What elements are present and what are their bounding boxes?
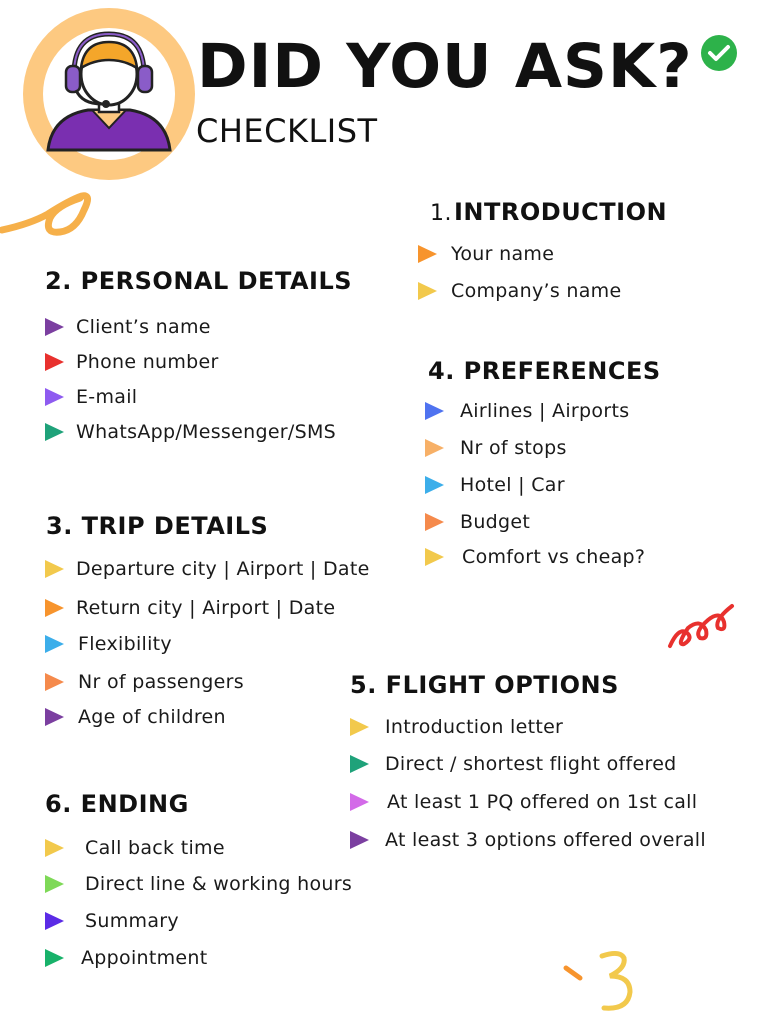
page-subtitle: CHECKLIST [196,112,378,150]
triangle-bullet-icon [45,423,64,441]
list-item: Your name [418,244,621,264]
list-item: Introduction letter [350,716,706,738]
triangle-bullet-icon [45,599,64,617]
section-label: INTRODUCTION [454,198,668,226]
list-item: Client’s name [45,317,336,337]
list-item: Phone number [45,352,336,372]
triangle-bullet-icon [418,282,437,300]
section-ending-title: 6. ENDING [45,790,189,818]
list-item: Nr of stops [425,438,645,458]
section-number: 1. [430,201,452,226]
yellow-squiggle-decoration [562,946,642,1018]
list-item: Airlines | Airports [425,401,645,421]
triangle-bullet-icon [45,318,64,336]
triangle-bullet-icon [350,831,369,849]
triangle-bullet-icon [425,402,444,420]
list-item: Age of children [45,707,370,727]
triangle-bullet-icon [425,513,444,531]
list-item: Comfort vs cheap? [425,547,645,567]
triangle-bullet-icon [45,912,64,930]
triangle-bullet-icon [45,388,64,406]
list-item: Budget [425,512,645,532]
triangle-bullet-icon [418,245,437,263]
list-item: Flexibility [45,634,370,654]
list-item: Appointment [45,948,352,968]
triangle-bullet-icon [45,353,64,371]
section-introduction-list [418,244,621,301]
list-item: At least 3 options offered overall [350,830,706,850]
triangle-bullet-icon [350,718,369,736]
triangle-bullet-icon [45,560,64,578]
headset-support-agent-icon [18,8,200,180]
list-item: WhatsApp/Messenger/SMS [45,422,336,442]
green-check-circle-icon [700,34,738,72]
section-personal-list [45,317,336,442]
list-item: E-mail [45,387,336,407]
triangle-bullet-icon [45,875,64,893]
triangle-bullet-icon [425,548,444,566]
section-preferences-title: 4. PREFERENCES [428,357,661,385]
list-item: At least 1 PQ offered on 1st call [350,792,706,812]
triangle-bullet-icon [350,755,369,773]
list-item: Nr of passengers [45,672,370,692]
list-item: Direct line & working hours [45,874,352,894]
triangle-bullet-icon [45,949,64,967]
triangle-bullet-icon [425,476,444,494]
page-title: DID YOU ASK? [197,31,693,102]
section-ending-list [45,837,352,968]
triangle-bullet-icon [45,673,64,691]
section-trip-title: 3. TRIP DETAILS [46,512,269,540]
triangle-bullet-icon [45,635,64,653]
list-item: Hotel | Car [425,475,645,495]
section-preferences-list [425,401,645,567]
triangle-bullet-icon [45,839,64,857]
section-flight-list [350,716,706,850]
list-item: Direct / shortest flight offered [350,754,706,774]
red-spring-decoration [666,598,738,654]
list-item: Summary [45,911,352,931]
list-item: Call back time [45,837,352,859]
triangle-bullet-icon [350,793,369,811]
list-item: Company’s name [418,281,621,301]
orange-swirl-decoration [0,188,92,244]
section-flight-title: 5. FLIGHT OPTIONS [350,671,619,699]
section-trip-list [45,558,370,727]
section-personal-title: 2. PERSONAL DETAILS [45,267,353,295]
triangle-bullet-icon [45,708,64,726]
list-item: Departure city | Airport | Date [45,558,370,580]
triangle-bullet-icon [425,439,444,457]
section-introduction-title [430,200,667,225]
list-item: Return city | Airport | Date [45,598,370,618]
